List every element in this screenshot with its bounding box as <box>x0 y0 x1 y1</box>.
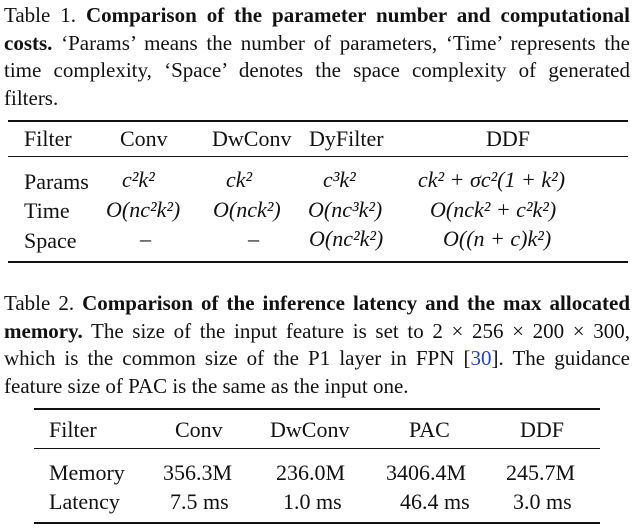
table2-latency-conv: 7.5 ms <box>170 489 229 514</box>
table2-caption-text-a: The size of the input feature is set to 2 × 256 × 200 × 300, which is the common size of the P1 layer in FPN [ <box>4 318 630 370</box>
table1-caption <box>4 2 630 112</box>
table1-params-ddf: ck² + σc²(1 + k²) <box>418 167 566 192</box>
table1-space-dwconv: – <box>248 226 259 251</box>
table1-row-label-space: Space <box>24 228 77 253</box>
table2-header-ddf: DDF <box>520 417 565 442</box>
table1-header-dwconv: DwConv <box>212 126 292 151</box>
table2-citation-link[interactable]: 30 <box>470 346 492 370</box>
table2-caption-label: Table 2. <box>4 291 75 315</box>
table2-memory-dwconv: 236.0M <box>276 460 346 485</box>
table2-latency-dwconv: 1.0 ms <box>283 489 342 514</box>
table1-space-conv: – <box>140 226 151 251</box>
table2-latency-ddf: 3.0 ms <box>513 489 572 514</box>
table2-memory-pac: 3406.4M <box>386 460 467 485</box>
table1-header-filter: Filter <box>24 126 72 151</box>
table1-bottom-rule <box>8 261 628 263</box>
table2-row-label-memory: Memory <box>49 460 125 485</box>
table2-header-rule <box>34 448 600 449</box>
table1-header-conv: Conv <box>120 126 168 151</box>
table1-top-rule <box>8 120 628 122</box>
table1-caption-text: ‘Params’ means the number of parameters, ‘Time’ represents the time complexity, ‘Space’ denotes the space complexity of generated filters. <box>4 30 630 110</box>
table1-time-dyfilter: O(nc³k²) <box>308 197 383 222</box>
table2-header-pac: PAC <box>409 417 450 442</box>
table2-caption <box>4 290 630 400</box>
table2-row-label-latency: Latency <box>49 489 120 514</box>
table1-space-ddf: O((n + c)k²) <box>443 226 552 251</box>
table2-header-conv: Conv <box>175 417 223 442</box>
table1-time-dwconv: O(nck²) <box>213 197 281 222</box>
table1-row-label-params: Params <box>24 169 89 194</box>
table1-caption-title: Comparison of the parameter number and computational costs. <box>4 3 631 55</box>
table2-top-rule <box>34 408 600 410</box>
table1-row-label-time: Time <box>24 198 70 223</box>
table2-memory-ddf: 245.7M <box>506 460 576 485</box>
table2-header-filter: Filter <box>49 417 97 442</box>
table2-latency-pac: 46.4 ms <box>400 489 470 514</box>
table1-params-conv: c²k² <box>122 167 155 192</box>
table1-header-ddf: DDF <box>486 126 531 151</box>
table1-params-dyfilter: c³k² <box>323 167 356 192</box>
table1-header-dyfilter: DyFilter <box>309 126 384 151</box>
table2-bottom-rule <box>34 522 600 524</box>
table1-time-conv: O(nc²k²) <box>106 197 181 222</box>
table1-params-dwconv: ck² <box>226 167 253 192</box>
table1-caption-label: Table 1. <box>4 3 77 27</box>
table1-space-dyfilter: O(nc²k²) <box>309 226 384 251</box>
table2-header-dwconv: DwConv <box>270 417 350 442</box>
table2-caption-text-b: ]. The guidance feature size of PAC is the same as the input one. <box>4 346 630 398</box>
table2-caption-title: Comparison of the inference latency and the max allocated memory. <box>4 291 631 343</box>
table1-header-rule <box>8 156 628 157</box>
table1-time-ddf: O(nck² + c²k²) <box>430 197 557 222</box>
table2-memory-conv: 356.3M <box>163 460 233 485</box>
